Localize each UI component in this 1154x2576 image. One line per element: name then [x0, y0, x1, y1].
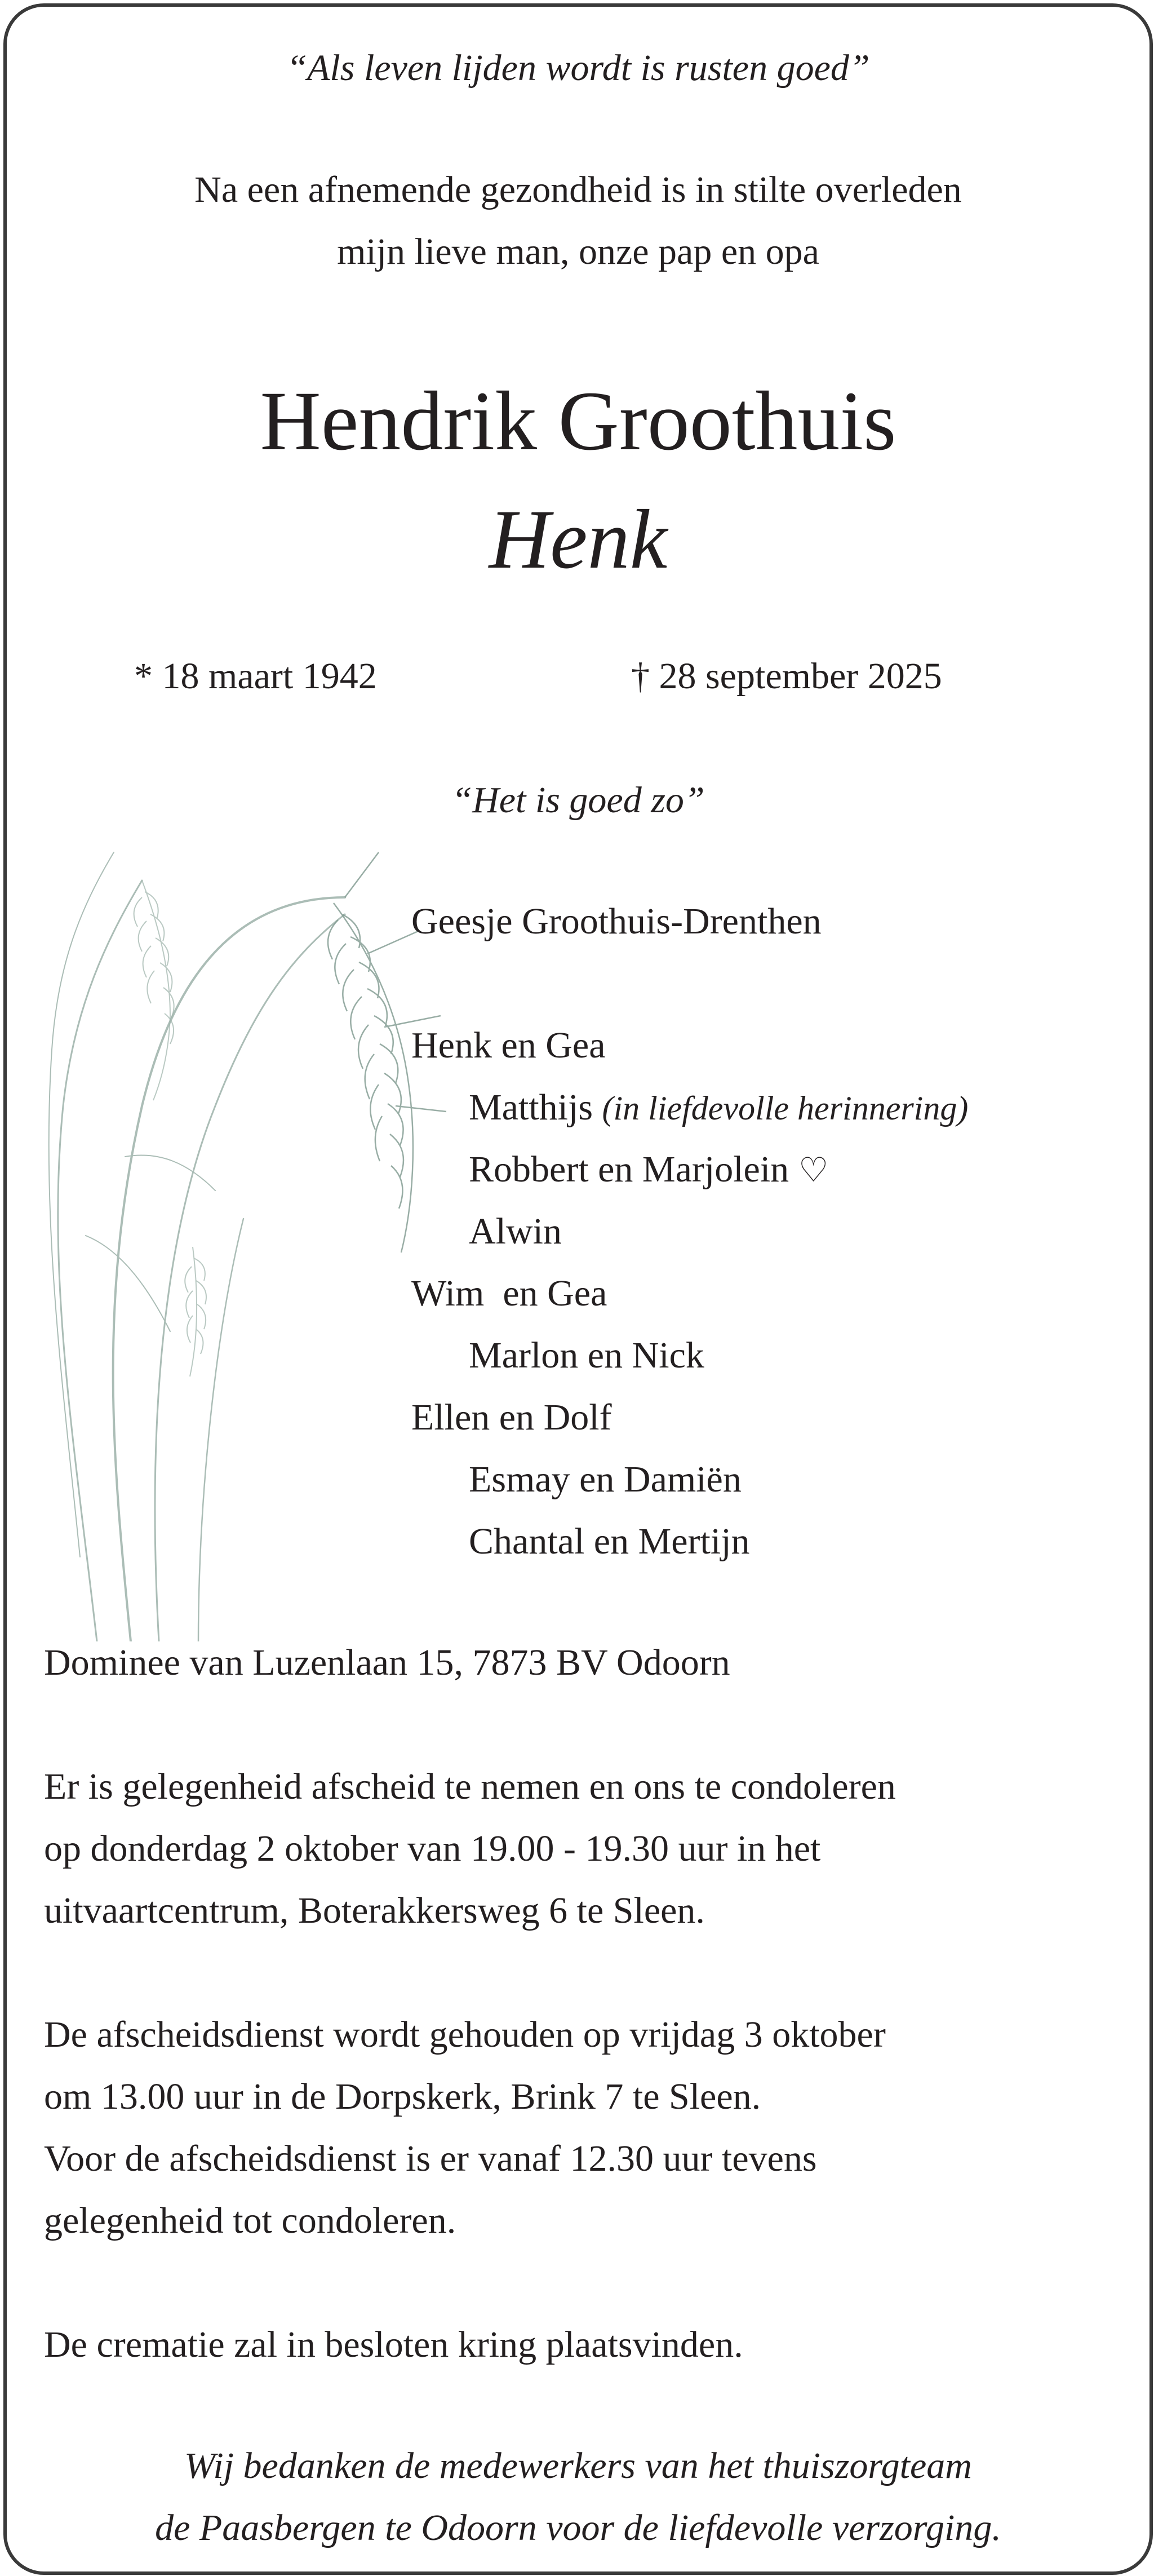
- family-child: Henk en Gea: [411, 1025, 606, 1066]
- obituary-card: [3, 3, 1153, 2575]
- service-line-2: om 13.00 uur in de Dorpskerk, Brink 7 te Sleen.: [44, 2076, 761, 2117]
- wheat-illustration: [29, 711, 458, 1641]
- deceased-name: Hendrik Groothuis: [260, 374, 896, 468]
- intro-line-1: Na een afnemende gezondheid is in stilte overleden: [194, 169, 962, 210]
- family-grandchild-note: (in liefdevolle herinnering): [602, 1090, 969, 1127]
- service-line-1: De afscheidsdienst wordt gehouden op vrijdag 3 oktober: [44, 2014, 886, 2055]
- family-grandchild-name: Robbert en Marjolein: [469, 1149, 789, 1190]
- second-quote: “Het is goed zo”: [451, 780, 705, 821]
- heart-icon: ♡: [798, 1152, 829, 1189]
- intro-line-2: mijn lieve man, onze pap en opa: [337, 231, 819, 272]
- family-grandchild: Marlon en Nick: [469, 1335, 704, 1376]
- family-grandchild: [469, 1089, 968, 1126]
- family-grandchild-name: Matthijs: [469, 1087, 593, 1128]
- address: Dominee van Luzenlaan 15, 7873 BV Odoorn: [44, 1642, 730, 1683]
- family-grandchild: [469, 1151, 828, 1188]
- family-child: Ellen en Dolf: [411, 1397, 612, 1438]
- service-line-3: Voor de afscheidsdienst is er vanaf 12.30 uur tevens: [44, 2138, 817, 2179]
- condolence-line-2: op donderdag 2 oktober van 19.00 - 19.30 uur in het: [44, 1828, 821, 1869]
- family-child: Wim en Gea: [411, 1273, 607, 1314]
- service-line-4: gelegenheid tot condoleren.: [44, 2200, 456, 2241]
- cremation-notice: De crematie zal in besloten kring plaatsvinden.: [44, 2324, 743, 2365]
- deceased-nickname: Henk: [489, 493, 668, 586]
- spouse-name: Geesje Groothuis-Drenthen: [411, 901, 822, 942]
- family-grandchild: Alwin: [469, 1211, 562, 1252]
- birth-date: * 18 maart 1942: [134, 656, 377, 697]
- thanks-line-2: de Paasbergen te Odoorn voor de liefdevolle verzorging.: [155, 2507, 1001, 2548]
- thanks-line-1: Wij bedanken de medewerkers van het thuiszorgteam: [184, 2445, 972, 2486]
- condolence-line-1: Er is gelegenheid afscheid te nemen en ons te condoleren: [44, 1766, 896, 1807]
- opening-quote: “Als leven lijden wordt is rusten goed”: [286, 47, 870, 88]
- family-grandchild: Chantal en Mertijn: [469, 1521, 750, 1562]
- death-date: † 28 september 2025: [631, 656, 942, 697]
- family-grandchild: Esmay en Damiën: [469, 1459, 742, 1500]
- condolence-line-3: uitvaartcentrum, Boterakkersweg 6 te Sleen.: [44, 1890, 705, 1931]
